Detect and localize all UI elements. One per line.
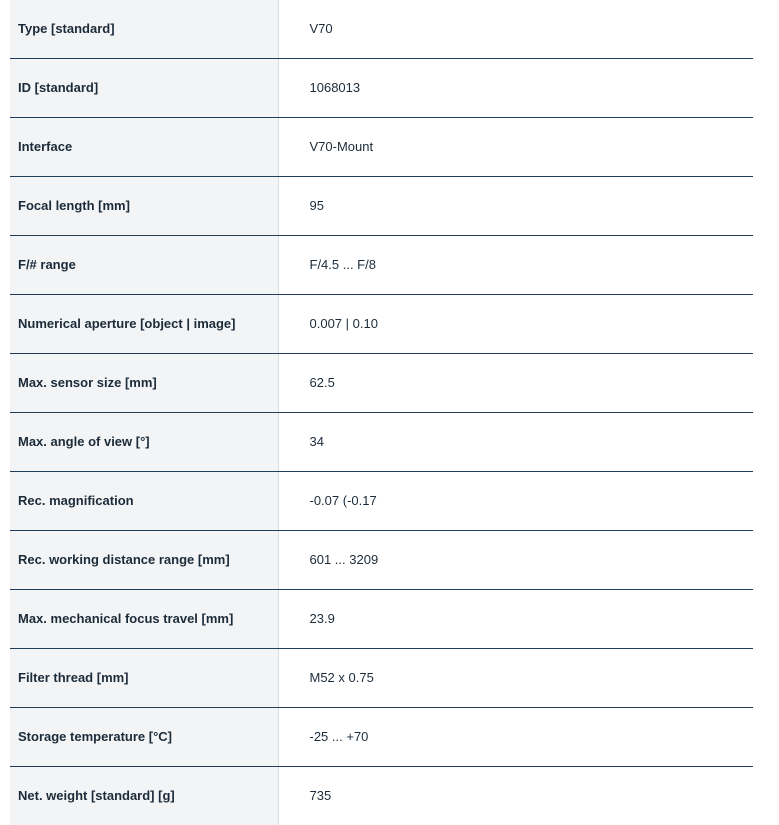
spec-value-angle-of-view: 34: [278, 412, 753, 471]
spec-label-numerical-aperture: Numerical aperture [object | image]: [10, 294, 278, 353]
spec-label-net-weight: Net. weight [standard] [g]: [10, 766, 278, 825]
spec-value-focus-travel: 23.9: [278, 589, 753, 648]
spec-label-working-distance: Rec. working distance range [mm]: [10, 530, 278, 589]
spec-value-f-range: F/4.5 ... F/8: [278, 235, 753, 294]
table-row: [10, 589, 753, 648]
table-row: [10, 176, 753, 235]
table-row: [10, 0, 753, 58]
spec-label-magnification: Rec. magnification: [10, 471, 278, 530]
spec-value-id: 1068013: [278, 58, 753, 117]
spec-value-type: V70: [278, 0, 753, 58]
spec-label-sensor-size: Max. sensor size [mm]: [10, 353, 278, 412]
spec-label-focal-length: Focal length [mm]: [10, 176, 278, 235]
spec-value-focal-length: 95: [278, 176, 753, 235]
spec-label-id: ID [standard]: [10, 58, 278, 117]
table-row: [10, 530, 753, 589]
spec-label-angle-of-view: Max. angle of view [°]: [10, 412, 278, 471]
table-row: [10, 707, 753, 766]
spec-value-sensor-size: 62.5: [278, 353, 753, 412]
spec-label-storage-temperature: Storage temperature [°C]: [10, 707, 278, 766]
table-row: [10, 471, 753, 530]
spec-label-filter-thread: Filter thread [mm]: [10, 648, 278, 707]
spec-value-storage-temperature: -25 ... +70: [278, 707, 753, 766]
table-row: [10, 648, 753, 707]
spec-label-f-range: F/# range: [10, 235, 278, 294]
table-row: [10, 58, 753, 117]
table-row: [10, 412, 753, 471]
table-row: [10, 294, 753, 353]
spec-value-numerical-aperture: 0.007 | 0.10: [278, 294, 753, 353]
spec-value-working-distance: 601 ... 3209: [278, 530, 753, 589]
spec-label-type: Type [standard]: [10, 0, 278, 58]
table-row: [10, 766, 753, 825]
spec-label-focus-travel: Max. mechanical focus travel [mm]: [10, 589, 278, 648]
table-row: [10, 353, 753, 412]
table-row: [10, 117, 753, 176]
spec-value-net-weight: 735: [278, 766, 753, 825]
spec-value-filter-thread: M52 x 0.75: [278, 648, 753, 707]
table-row: [10, 235, 753, 294]
spec-label-interface: Interface: [10, 117, 278, 176]
specifications-table: [10, 0, 753, 825]
spec-value-magnification: -0.07 (-0.17: [278, 471, 753, 530]
spec-value-interface: V70-Mount: [278, 117, 753, 176]
